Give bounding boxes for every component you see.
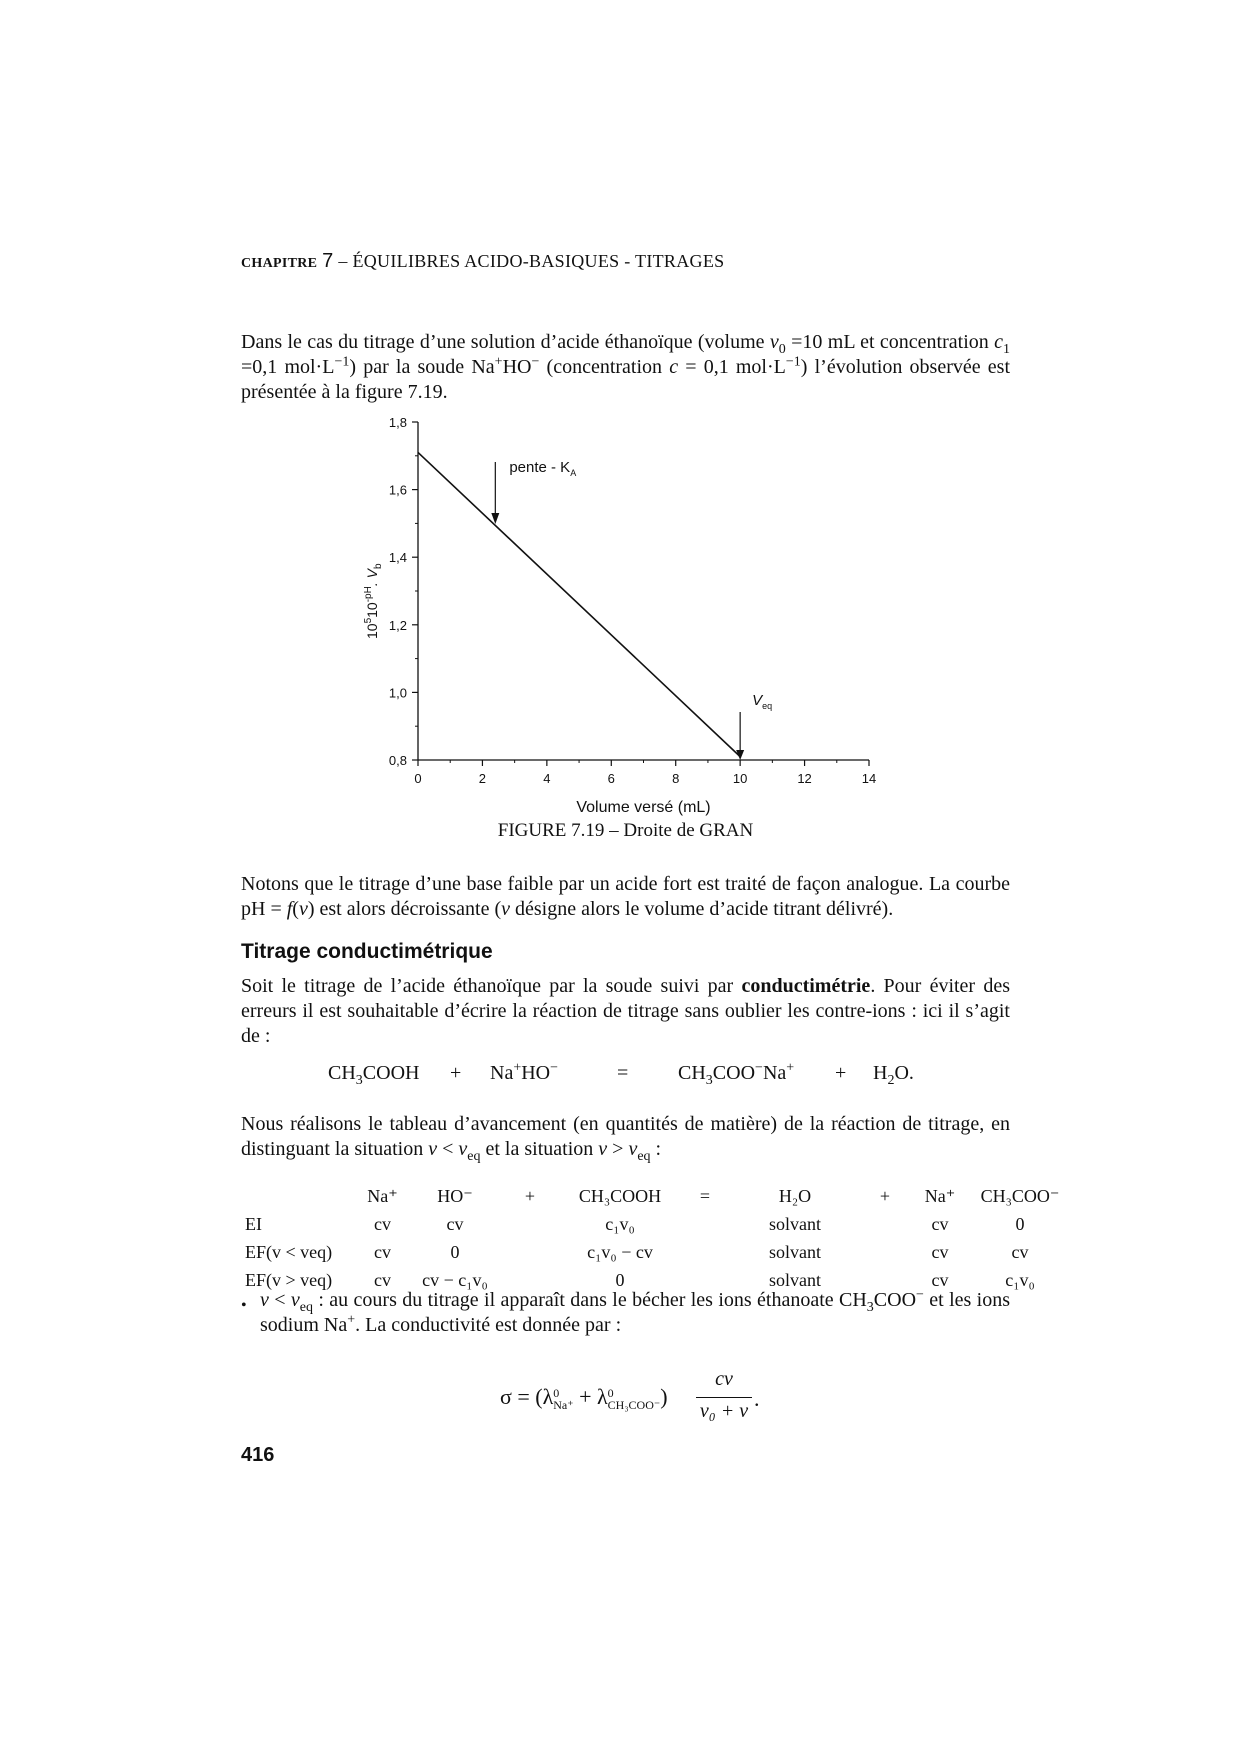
table-cell: cv: [931, 1213, 949, 1234]
table-cell: [500, 1210, 560, 1238]
fraction-numerator: cv: [715, 1368, 733, 1390]
advancement-table: [245, 1182, 1070, 1294]
table-row: [245, 1210, 1070, 1238]
table-cell: [860, 1238, 910, 1266]
formula-lhs: σ = (λ 0 Na⁺ + λ 0 CH₃COO⁻ ): [500, 1384, 668, 1412]
table-cell: cv: [1011, 1241, 1029, 1262]
table-cell: c₁v₀: [605, 1213, 635, 1234]
table-row: [245, 1238, 1070, 1266]
table-cell: c₁v₀ − cv: [587, 1241, 653, 1262]
table-header-row: [245, 1182, 1070, 1210]
table-header: CH₃COO⁻: [980, 1185, 1060, 1206]
table-cell: solvant: [769, 1269, 821, 1290]
chapter-label: CHAPITRE: [241, 256, 318, 271]
table-header: HO⁻: [437, 1185, 473, 1206]
formula-period: .: [754, 1386, 760, 1411]
figure-caption: [241, 820, 1010, 842]
plus-sign: +: [450, 1062, 462, 1084]
y-tick-label: 1,0: [388, 685, 407, 701]
table-cell: cv: [374, 1269, 391, 1290]
annotation-veq: $V_{eq}$: [752, 692, 773, 711]
table-cell: [680, 1238, 730, 1266]
x-tick-label: 6: [607, 771, 615, 786]
row-label: EF(v < veq): [245, 1241, 333, 1262]
table-header: Na⁺: [367, 1185, 398, 1206]
table-cell: c₁v₀: [1005, 1269, 1035, 1290]
table-cell: cv: [374, 1241, 391, 1262]
table-header: CH₃COOH: [578, 1185, 662, 1206]
x-tick-label: 8: [672, 771, 680, 786]
table-header: +: [879, 1185, 891, 1206]
fraction-bar: [696, 1397, 752, 1398]
y-axis-label: $10^510^{-pH}$. $V_b$: [363, 563, 384, 639]
bullet-paragraph: $v < v_{eq}$ : au cours du titrage il apparaît dans le bécher les ions éthanoate $CH_3COO^-$ et les ions sodium Na+. La conductivité est donnée par :: [260, 1287, 1011, 1336]
table-header: =: [699, 1185, 711, 1206]
table-cell: solvant: [769, 1241, 821, 1262]
x-axis-label: Volume versé (mL): [576, 799, 711, 816]
x-tick-label: 2: [478, 771, 487, 786]
row-label: EI: [245, 1213, 262, 1234]
table-cell: cv: [446, 1213, 464, 1234]
table-cell: 0: [615, 1269, 625, 1290]
x-tick-label: 12: [797, 771, 812, 786]
x-tick-label: 10: [732, 771, 748, 786]
page-number: 416: [241, 1444, 275, 1466]
y-tick-label: 1,2: [388, 617, 407, 633]
section-title: Titrage conductimétrique: [241, 940, 493, 963]
y-tick-label: 0,8: [388, 753, 407, 768]
conductimetry-paragraph: Soit le titrage de l’acide éthanoïque par la soude suivi par conductimétrie. Pour éviter des erreurs il est souhaitable d’écrire la réaction de titrage sans oublier les contre-ions : ici il s’agit de :: [241, 975, 1010, 1047]
table-cell: cv − c₁v₀: [422, 1269, 488, 1290]
table-cell: cv: [931, 1269, 949, 1290]
product-water: $H_2O$.: [873, 1062, 914, 1088]
table-cell: solvant: [769, 1213, 821, 1234]
figure-label: FIGURE 7.19: [497, 820, 605, 841]
table-cell: 0: [1015, 1213, 1025, 1234]
x-tick-label: 4: [543, 771, 551, 786]
intro-paragraph: Dans le cas du titrage d’une solution d’acide éthanoïque (volume $v_0 =10$ mL et concentration $c_1 =0,1$ $mol\cdot L^{-1}$) par la soude Na+HO− (concentration c = 0,1 $mol\cdot L^{-1}$) l’évolution observée est présentée à la figure 7.19.: [241, 331, 1011, 403]
reactant-base: Na+HO−: [490, 1060, 559, 1084]
figure-caption-text: – Droite de GRAN: [604, 820, 754, 841]
table-header: +: [524, 1185, 536, 1206]
equals-sign: =: [617, 1062, 629, 1084]
annotation-slope: pente - $K_A$: [509, 459, 577, 478]
table-cell: cv: [374, 1213, 391, 1234]
bullet-marker: •: [241, 1297, 247, 1314]
table-cell: 0: [450, 1241, 460, 1262]
plus-sign: +: [835, 1062, 847, 1084]
product-salt: $CH_3COO^-Na^+$: [678, 1060, 795, 1088]
reactant-acid: $CH_3COOH$: [328, 1062, 420, 1088]
x-tick-label: 0: [414, 771, 422, 786]
table-cell: [680, 1210, 730, 1238]
chapter-title: – ÉQUILIBRES ACIDO-BASIQUES - TITRAGES: [338, 251, 725, 271]
chapter-number: 7: [322, 250, 334, 272]
table-cell: [860, 1210, 910, 1238]
gran-line: [418, 452, 740, 756]
table-cell: cv: [931, 1241, 949, 1262]
table-header: Na⁺: [924, 1185, 956, 1206]
table-cell: [500, 1238, 560, 1266]
reaction-equation: [0, 1062, 1240, 1092]
conductivity-formula: [500, 1368, 760, 1428]
row-label: EF(v > veq): [245, 1269, 333, 1290]
y-tick-label: 1,4: [388, 550, 407, 566]
y-tick-label: 1,8: [388, 415, 407, 430]
y-tick-label: 1,6: [388, 482, 407, 498]
table-intro-paragraph: Nous réalisons le tableau d’avancement (en quantités de matière) de la réaction de titrage, en distinguant la situation $v < v_{eq}$ et la situation $v > v_{eq}$ :: [241, 1113, 1010, 1164]
table-header: H₂O: [778, 1185, 812, 1206]
note-paragraph: Notons que le titrage d’une base faible par un acide fort est traité de façon analogue. La courbe pH = f(v) est alors décroissante (v désigne alors le volume d’acide titrant délivré).: [241, 873, 1010, 920]
fraction-denominator: v₀ + v: [699, 1400, 749, 1422]
x-tick-label: 14: [861, 771, 877, 786]
